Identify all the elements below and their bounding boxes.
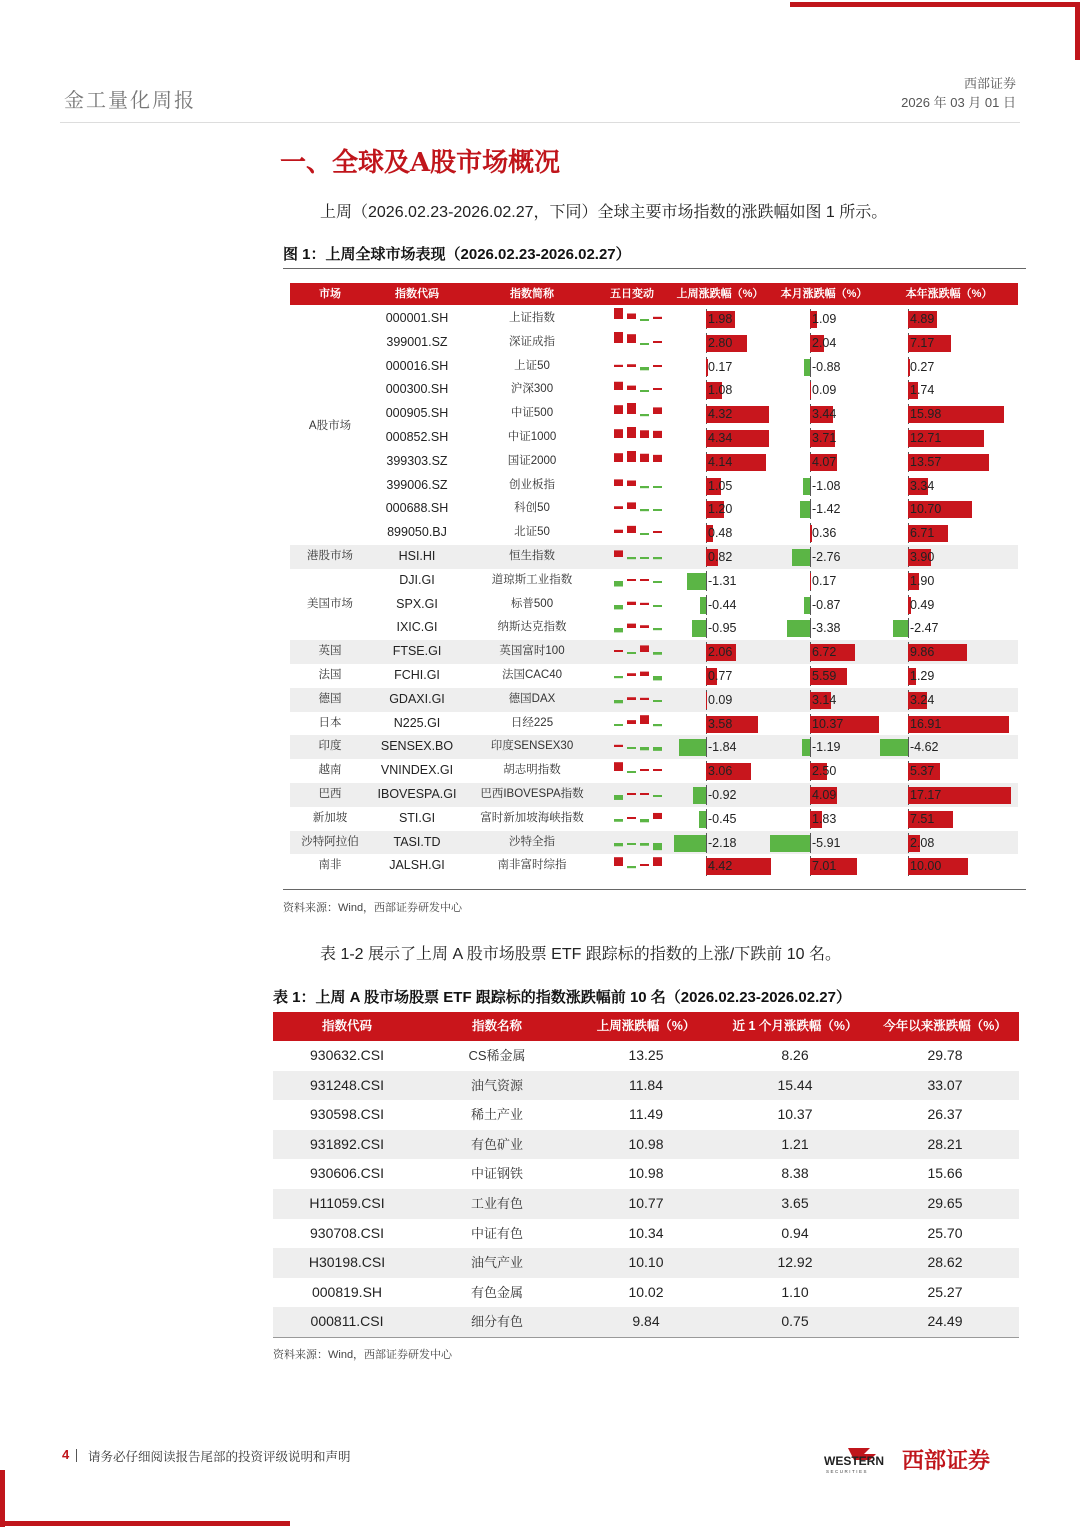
cell-name: 中证钢铁	[470, 1166, 523, 1182]
year-value: 7.51	[910, 811, 935, 826]
corner-accent-bottom	[0, 1521, 290, 1526]
index-code: 000688.SH	[385, 501, 449, 516]
year-change-cell	[290, 642, 1018, 662]
index-name: 富时新加坡海峡指数	[480, 811, 584, 824]
figure-header-row	[290, 283, 1018, 305]
month-value: -2.76	[812, 550, 841, 564]
index-code: 000905.SH	[385, 406, 449, 421]
col-header-year: 本年涨跌幅（%）	[905, 288, 993, 300]
month-value: 1.83	[812, 811, 837, 826]
company-logo	[824, 1442, 1019, 1476]
year-value: 0.49	[910, 597, 935, 612]
cell-month: 1.21	[781, 1135, 809, 1152]
cell-name: 工业有色	[470, 1196, 523, 1211]
year-value: -2.47	[910, 621, 939, 636]
cell-month: 12.92	[777, 1254, 813, 1271]
week-value: 0.17	[708, 359, 733, 374]
year-value: 0.27	[910, 359, 935, 374]
month-value: 6.72	[812, 645, 837, 660]
figure-bottom-rule	[283, 889, 1026, 890]
cell-year: 33.07	[927, 1076, 963, 1093]
index-name: 上证50	[514, 359, 550, 372]
month-value: -1.42	[812, 502, 841, 517]
table-row	[273, 1278, 1019, 1308]
year-value: 6.71	[910, 526, 935, 541]
th-code: 指数代码	[321, 1019, 372, 1033]
week-value: 0.82	[708, 550, 733, 564]
year-value: 16.91	[910, 716, 942, 731]
logo-en: WESTERN	[824, 1454, 884, 1468]
index-name: 国证2000	[507, 454, 557, 467]
year-change-cell	[290, 666, 1018, 686]
logo-cn: 西部证券	[902, 1449, 991, 1474]
cell-week: 11.84	[629, 1076, 663, 1093]
market-row	[290, 450, 1018, 474]
market-row	[290, 331, 1018, 355]
table-intro-paragraph: 表 1-2 展示了上周 A 股市场股票 ETF 跟踪标的指数的上涨/下跌前 10 名。	[320, 946, 841, 963]
cell-name: 油气产业	[470, 1255, 523, 1271]
cell-week: 10.98	[628, 1135, 664, 1152]
index-name: 法国CAC40	[501, 669, 563, 681]
year-change-cell	[290, 809, 1018, 829]
cell-code: 930632.CSI	[310, 1047, 384, 1063]
index-code: 000852.SH	[385, 430, 449, 444]
market-row	[290, 616, 1018, 640]
table-row	[273, 1041, 1019, 1071]
cell-year: 28.21	[927, 1135, 963, 1152]
year-change-cell	[290, 833, 1018, 853]
footer-disclaimer: 请务必仔细阅读报告尾部的投资评级说明和声明	[88, 1450, 351, 1464]
index-code: DJI.GI	[399, 572, 435, 587]
market-row	[290, 854, 1018, 878]
cell-year: 28.62	[927, 1254, 963, 1271]
index-name: 恒生指数	[509, 550, 555, 562]
market-row	[290, 664, 1018, 688]
year-value: 10.00	[910, 859, 942, 874]
market-group-label: 新加坡	[312, 811, 348, 824]
week-value: 2.80	[708, 335, 733, 350]
month-value: 10.37	[812, 716, 844, 731]
year-value: 7.17	[910, 335, 935, 350]
year-axis	[908, 618, 909, 638]
year-change-cell	[290, 452, 1018, 472]
col-header-spark: 五日变动	[610, 288, 654, 300]
logo-en-sub: SECURITIES	[826, 1469, 869, 1474]
year-bar	[893, 620, 908, 637]
market-group-label: 越南	[318, 764, 342, 777]
year-change-cell	[290, 618, 1018, 638]
cell-code: 000811.CSI	[310, 1313, 384, 1330]
col-header-week: 上周涨跌幅（%）	[676, 288, 764, 300]
cell-month: 10.37	[777, 1106, 813, 1123]
index-code: JALSH.GI	[389, 858, 445, 873]
week-value: 1.08	[708, 383, 733, 398]
cell-name: CS稀金属	[468, 1048, 526, 1063]
market-row	[290, 688, 1018, 712]
week-value: 2.06	[708, 645, 733, 660]
index-name: 北证50	[514, 526, 550, 539]
month-value: 4.07	[812, 454, 837, 469]
corner-accent-top-vertical	[1075, 2, 1080, 60]
year-value: 13.57	[910, 454, 942, 469]
index-name: 南非富时综指	[497, 859, 567, 872]
market-row	[290, 735, 1018, 759]
cell-year: 25.27	[927, 1283, 963, 1300]
year-change-cell	[290, 547, 1018, 567]
month-value: 5.59	[812, 669, 837, 683]
month-value: 0.36	[812, 526, 837, 541]
year-value: 12.71	[910, 431, 942, 445]
market-row	[290, 426, 1018, 450]
index-name: 上证指数	[509, 312, 555, 324]
month-value: 4.09	[812, 788, 837, 802]
cell-year: 29.65	[927, 1195, 963, 1211]
market-group-label: A股市场	[308, 420, 352, 432]
th-month: 近 1 个月涨跌幅（%）	[732, 1019, 858, 1033]
year-change-cell	[290, 856, 1018, 876]
cell-code: H11059.CSI	[309, 1195, 385, 1211]
cell-year: 24.49	[927, 1313, 963, 1330]
index-code: FCHI.GI	[394, 668, 440, 682]
year-change-cell	[290, 499, 1018, 519]
cell-month: 3.65	[781, 1195, 809, 1211]
index-code: IBOVESPA.GI	[377, 787, 457, 801]
col-header-market: 市场	[319, 288, 341, 300]
year-change-cell	[290, 333, 1018, 353]
market-group-label: 南非	[318, 859, 342, 872]
year-change-cell	[290, 595, 1018, 615]
table-row	[273, 1189, 1019, 1219]
market-row	[290, 712, 1018, 736]
index-name: 纳斯达克指数	[497, 621, 567, 634]
market-row	[290, 521, 1018, 545]
year-change-cell	[290, 476, 1018, 496]
index-code: 399303.SZ	[386, 453, 448, 468]
week-value: 0.09	[708, 692, 733, 707]
cell-code: 930598.CSI	[310, 1106, 384, 1123]
index-code: IXIC.GI	[396, 620, 438, 635]
year-value: 15.98	[910, 407, 942, 422]
week-value: 4.32	[708, 407, 733, 422]
cell-week: 10.02	[628, 1283, 664, 1300]
week-value: 0.77	[708, 669, 733, 683]
th-week: 上周涨跌幅（%）	[596, 1019, 696, 1033]
week-value: 0.48	[708, 526, 733, 541]
report-date: 2026 年 03 月 01 日	[901, 95, 1016, 110]
year-value: 3.90	[910, 550, 935, 564]
year-value: 3.24	[910, 692, 935, 707]
month-value: -5.91	[812, 835, 841, 850]
figure-source: 资料来源：Wind，西部证券研发中心	[283, 902, 463, 914]
month-value: 0.17	[812, 573, 837, 588]
market-row	[290, 355, 1018, 379]
index-name: 创业板指	[509, 478, 555, 491]
year-change-cell	[290, 380, 1018, 400]
month-value: 2.50	[812, 764, 837, 779]
year-value: 2.08	[910, 835, 935, 850]
index-name: 巴西IBOVESPA指数	[480, 788, 584, 800]
index-name: 德国DAX	[508, 692, 556, 705]
market-row	[290, 545, 1018, 569]
table-row	[273, 1071, 1019, 1101]
index-name: 印度SENSEX30	[490, 740, 574, 753]
index-code: FTSE.GI	[392, 644, 442, 659]
market-group-label: 法国	[318, 669, 342, 681]
week-value: 4.42	[708, 859, 733, 874]
week-value: -0.45	[708, 811, 737, 826]
market-row	[290, 831, 1018, 855]
cell-week: 11.49	[629, 1106, 663, 1123]
month-value: 3.44	[812, 407, 837, 422]
market-row	[290, 402, 1018, 426]
year-change-cell	[290, 357, 1018, 377]
cell-year: 25.70	[927, 1224, 963, 1241]
market-row	[290, 307, 1018, 331]
col-header-name: 指数简称	[510, 288, 554, 300]
cell-name: 有色矿业	[470, 1136, 523, 1152]
cell-code: 931892.CSI	[310, 1135, 384, 1152]
col-header-month: 本月涨跌幅（%）	[780, 288, 868, 300]
cell-name: 细分有色	[470, 1314, 523, 1330]
index-code: 899050.BJ	[387, 525, 447, 540]
week-value: 1.20	[708, 502, 733, 517]
table-source: 资料来源：Wind，西部证券研发中心	[273, 1349, 453, 1361]
week-value: 1.05	[708, 478, 733, 493]
index-name: 沙特全指	[509, 835, 555, 848]
index-name: 标普500	[510, 597, 554, 610]
week-value: 4.14	[708, 454, 733, 469]
year-value: 4.89	[910, 312, 935, 326]
week-value: -0.44	[708, 597, 737, 612]
month-value: 0.09	[812, 383, 837, 398]
year-change-cell	[290, 761, 1018, 781]
cell-week: 10.34	[628, 1224, 664, 1241]
market-row	[290, 759, 1018, 783]
cell-name: 有色金属	[470, 1284, 523, 1300]
week-value: -1.84	[708, 740, 737, 755]
market-row	[290, 497, 1018, 521]
year-change-cell	[290, 571, 1018, 591]
market-group-label: 英国	[318, 645, 342, 658]
company-name: 西部证券	[963, 77, 1016, 92]
cell-month: 8.38	[781, 1165, 809, 1182]
cell-year: 26.37	[927, 1106, 963, 1123]
cell-code: 931248.CSI	[310, 1076, 384, 1093]
year-axis	[908, 737, 909, 757]
header-divider	[60, 122, 1020, 123]
cell-name: 稀土产业	[470, 1107, 523, 1123]
year-value: 17.17	[910, 788, 942, 802]
week-value: 3.58	[708, 716, 733, 731]
month-value: -1.08	[812, 478, 841, 493]
cell-code: 930606.CSI	[310, 1165, 384, 1182]
table-row	[273, 1159, 1019, 1189]
cell-month: 15.44	[777, 1076, 813, 1093]
header-meta	[901, 76, 1016, 112]
cell-week: 10.77	[628, 1195, 664, 1211]
week-value: -2.18	[708, 835, 737, 850]
month-value: -1.19	[812, 740, 841, 755]
market-row	[290, 807, 1018, 831]
year-change-cell	[290, 690, 1018, 710]
market-row	[290, 474, 1018, 498]
year-change-cell	[290, 404, 1018, 424]
etf-index-table	[273, 1012, 1019, 1337]
cell-month: 0.94	[781, 1224, 809, 1241]
market-group-label: 印度	[318, 740, 342, 753]
market-group-label: 德国	[318, 692, 342, 705]
index-name: 日经225	[510, 716, 554, 729]
week-value: -0.92	[708, 788, 737, 802]
month-value: 1.09	[812, 312, 837, 326]
cell-code: H30198.CSI	[308, 1254, 386, 1271]
index-name: 中证1000	[507, 431, 557, 443]
market-row	[290, 569, 1018, 593]
year-value: 5.37	[910, 764, 935, 779]
month-value: 2.04	[812, 335, 837, 350]
month-value: -0.88	[812, 359, 841, 374]
cell-month: 1.10	[781, 1283, 809, 1300]
index-name: 科创50	[514, 502, 550, 515]
index-code: HSI.HI	[398, 549, 436, 563]
cell-month: 0.75	[781, 1313, 809, 1330]
year-value: 1.29	[910, 669, 935, 683]
month-value: -3.38	[812, 621, 841, 636]
year-change-cell	[290, 714, 1018, 734]
global-market-figure	[290, 283, 1018, 883]
report-name: 金工量化周报	[64, 88, 196, 112]
table-bottom-rule	[273, 1337, 1019, 1338]
cell-week: 10.10	[628, 1254, 664, 1271]
section-title: 一、全球及A股市场概况	[280, 148, 561, 178]
week-value: -0.95	[708, 621, 737, 636]
market-group-label: 日本	[318, 716, 342, 729]
index-code: 000001.SH	[385, 311, 449, 325]
index-code: STI.GI	[398, 810, 436, 825]
month-value: -0.87	[812, 597, 841, 612]
month-value: 7.01	[812, 859, 837, 874]
cell-week: 9.84	[632, 1313, 660, 1330]
th-name: 指数名称	[471, 1019, 522, 1033]
month-value: 3.71	[812, 431, 837, 445]
table-header-row	[273, 1012, 1019, 1041]
cell-week: 13.25	[628, 1047, 664, 1063]
cell-code: 930708.CSI	[310, 1224, 384, 1241]
cell-month: 8.26	[781, 1047, 809, 1063]
year-change-cell	[290, 309, 1018, 329]
index-name: 深证成指	[509, 335, 555, 348]
year-change-cell	[290, 523, 1018, 543]
year-change-cell	[290, 428, 1018, 448]
logo-mark	[824, 1442, 1019, 1476]
market-group-label: 沙特阿拉伯	[301, 835, 359, 848]
index-code: 000016.SH	[385, 358, 449, 373]
figure-title: 图 1：上周全球市场表现（2026.02.23-2026.02.27）	[283, 246, 631, 263]
year-value: 9.86	[910, 645, 935, 660]
month-value: 3.14	[812, 692, 837, 707]
index-name: 英国富时100	[499, 645, 565, 658]
year-value: 10.70	[910, 502, 942, 517]
footer-separator	[76, 1449, 77, 1462]
week-value: 4.34	[708, 431, 733, 445]
index-code: N225.GI	[393, 715, 441, 730]
cell-code: 000819.SH	[311, 1283, 383, 1300]
corner-accent-bottom-vertical	[0, 1470, 5, 1527]
index-code: VNINDEX.GI	[380, 763, 454, 778]
table-row	[273, 1130, 1019, 1160]
col-header-code: 指数代码	[395, 288, 439, 300]
index-code: TASI.TD	[393, 834, 441, 849]
cell-name: 油气资源	[470, 1077, 523, 1093]
cell-name: 中证有色	[470, 1225, 523, 1241]
table-row	[273, 1307, 1019, 1337]
year-change-cell	[290, 785, 1018, 805]
week-value: 1.98	[708, 312, 733, 326]
market-group-label: 巴西	[318, 788, 342, 800]
market-row	[290, 593, 1018, 617]
market-row	[290, 640, 1018, 664]
year-value: 1.74	[910, 383, 935, 398]
table-row	[273, 1248, 1019, 1278]
table-row	[273, 1219, 1019, 1249]
index-name: 中证500	[510, 407, 554, 420]
week-value: -1.31	[708, 573, 737, 588]
index-name: 胡志明指数	[503, 764, 561, 777]
cell-year: 15.66	[927, 1165, 963, 1182]
intro-paragraph: 上周（2026.02.23-2026.02.27，下同）全球主要市场指数的涨跌幅如图 1 所示。	[320, 204, 888, 221]
table-title: 表 1：上周 A 股市场股票 ETF 跟踪标的指数涨跌幅前 10 名（2026.02.23-2026.02.27）	[273, 989, 851, 1006]
year-change-cell	[290, 737, 1018, 757]
index-code: GDAXI.GI	[389, 691, 445, 706]
market-group-label: 美国市场	[307, 597, 353, 610]
index-code: SPX.GI	[396, 596, 438, 611]
table-row	[273, 1100, 1019, 1130]
index-code: 399006.SZ	[386, 477, 448, 492]
corner-accent-top	[790, 2, 1080, 7]
cell-week: 10.98	[628, 1165, 664, 1182]
index-code: SENSEX.BO	[380, 739, 454, 754]
index-name: 道琼斯工业指数	[491, 573, 573, 586]
year-value: -4.62	[910, 740, 939, 755]
index-name: 沪深300	[510, 383, 554, 396]
page-number: 4	[62, 1447, 70, 1462]
index-code: 399001.SZ	[386, 334, 448, 349]
year-bar	[880, 739, 908, 756]
week-value: 3.06	[708, 764, 733, 779]
th-year: 今年以来涨跌幅（%）	[883, 1019, 1007, 1033]
market-row	[290, 378, 1018, 402]
figure-top-rule	[283, 268, 1026, 269]
cell-year: 29.78	[927, 1047, 963, 1063]
market-row	[290, 783, 1018, 807]
market-group-label: 港股市场	[307, 550, 353, 562]
index-code: 000300.SH	[385, 382, 449, 397]
year-value: 3.34	[910, 478, 935, 493]
year-value: 1.90	[910, 573, 935, 588]
